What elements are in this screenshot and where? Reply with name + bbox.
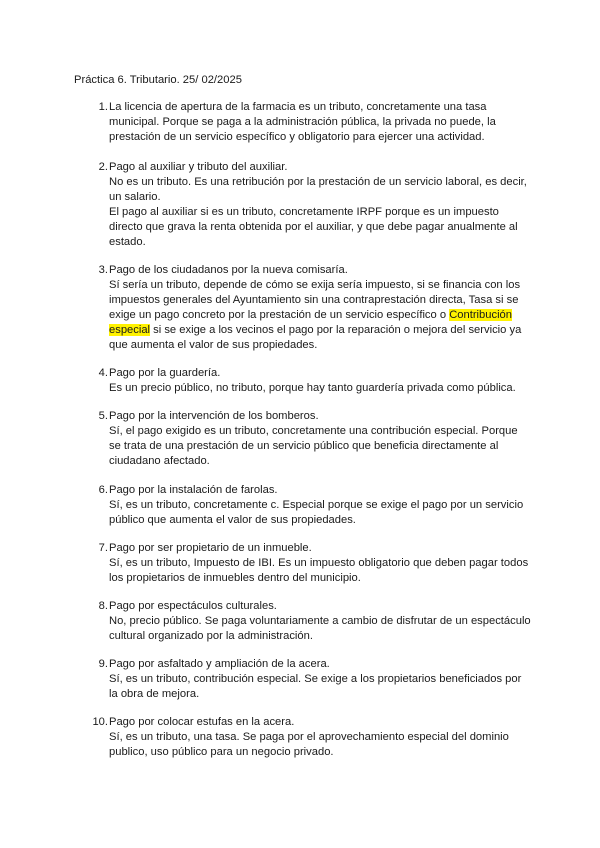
list-item-line: la obra de mejora. — [109, 688, 200, 700]
list-item-line: publico, uso público para un negocio privado. — [109, 746, 334, 758]
list-item-number: 3. — [98, 264, 108, 276]
list-item-line: cultural organizado por la administración. — [109, 630, 313, 642]
line-text: exige un pago concreto por la prestación de un servicio específico o — [109, 309, 450, 321]
list-item-body — [109, 657, 530, 702]
list-item-line — [109, 308, 530, 323]
list-item-line: estado. — [109, 236, 146, 248]
line-text: si se exige a los vecinos el pago por la reparación o mejora del servicio ya — [150, 324, 522, 336]
highlighted-text: Contribución — [449, 309, 512, 321]
list-item-number: 6. — [98, 484, 108, 496]
list-item-line: El pago al auxiliar si es un tributo, concretamente IRPF porque es un impuesto — [109, 206, 499, 218]
list-item-line: prestación de un servicio específico y obligatorio para ejercer una actividad. — [109, 131, 485, 143]
list-item-body — [109, 263, 530, 353]
list-item-line: los propietarios de inmuebles dentro del municipio. — [109, 572, 361, 584]
list-item-body — [109, 100, 530, 145]
highlighted-text: especial — [109, 324, 151, 336]
list-item-body — [109, 599, 530, 644]
list-item-line: Sí, es un tributo, una tasa. Se paga por el aprovechamiento especial del dominio — [109, 731, 509, 743]
list-item-body — [109, 409, 530, 469]
list-item-line: Pago por la intervención de los bomberos. — [109, 410, 319, 422]
list-item-line: Sí, es un tributo, concretamente c. Especial porque se exige el pago por un servicio — [109, 499, 524, 511]
list-item-body — [109, 483, 530, 528]
list-item-body — [109, 541, 530, 586]
list-item-line: público que aumenta el valor de sus propiedades. — [109, 514, 356, 526]
list-item-line: que aumenta el valor de sus propiedades. — [109, 339, 318, 351]
list-item-line: Es un precio público, no tributo, porque hay tanto guardería privada como pública. — [109, 382, 516, 394]
list-item-line: Pago por colocar estufas en la acera. — [109, 716, 295, 728]
list-item-body — [109, 160, 530, 250]
list-item-line: No, precio público. Se paga voluntariamente a cambio de disfrutar de un espectáculo — [109, 615, 531, 627]
list-item-line: municipal. Porque se paga a la administración pública, la privada no puede, la — [109, 116, 496, 128]
list-item-line: un salario. — [109, 191, 161, 203]
list-item-line: Sí, es un tributo, Impuesto de IBI. Es un impuesto obligatorio que deben pagar todos — [109, 557, 529, 569]
list-item-line: La licencia de apertura de la farmacia es un tributo, concretamente una tasa — [109, 101, 487, 113]
list-item-line: ciudadano afectado. — [109, 455, 210, 467]
list-item-line: se trata de una prestación de un servicio público que beneficia directamente al — [109, 440, 499, 452]
list-item-number: 2. — [98, 161, 108, 173]
list-item-body — [109, 366, 530, 396]
list-item-number: 1. — [98, 101, 108, 113]
list-item-line — [109, 323, 530, 338]
list-item-line: Sí, el pago exigido es un tributo, concretamente una contribución especial. Porque — [109, 425, 518, 437]
list-item-line: Pago por espectáculos culturales. — [109, 600, 277, 612]
list-item-line: impuestos generales del Ayuntamiento sin una contraprestación directa, Tasa si se — [109, 294, 519, 306]
list-item-line: Pago por asfaltado y ampliación de la acera. — [109, 658, 330, 670]
list-item-line: directo que grava la renta obtenida por el auxiliar, y que debe pagar anualmente al — [109, 221, 518, 233]
list-item-line: Sí, es un tributo, contribución especial. Se exige a los propietarios beneficiados por — [109, 673, 522, 685]
list-item-number: 8. — [98, 600, 108, 612]
list-item-number: 9. — [98, 658, 108, 670]
list-item-number: 5. — [98, 410, 108, 422]
document-title: Práctica 6. Tributario. 25/ 02/2025 — [74, 74, 242, 86]
list-item-number: 10. — [92, 716, 108, 728]
list-item-number: 7. — [98, 542, 108, 554]
list-item-line: Pago por la instalación de farolas. — [109, 484, 278, 496]
list-item-line: Pago de los ciudadanos por la nueva comisaría. — [109, 264, 348, 276]
list-item-line: Pago por la guardería. — [109, 367, 221, 379]
list-item-line: Pago por ser propietario de un inmueble. — [109, 542, 312, 554]
list-item-number: 4. — [98, 367, 108, 379]
list-item-line: No es un tributo. Es una retribución por la prestación de un servicio laboral, es decir, — [109, 176, 527, 188]
list-item-line: Pago al auxiliar y tributo del auxiliar. — [109, 161, 288, 173]
list-item-body — [109, 715, 530, 760]
list-item-line: Sí sería un tributo, depende de cómo se exija sería impuesto, si se financia con los — [109, 279, 521, 291]
